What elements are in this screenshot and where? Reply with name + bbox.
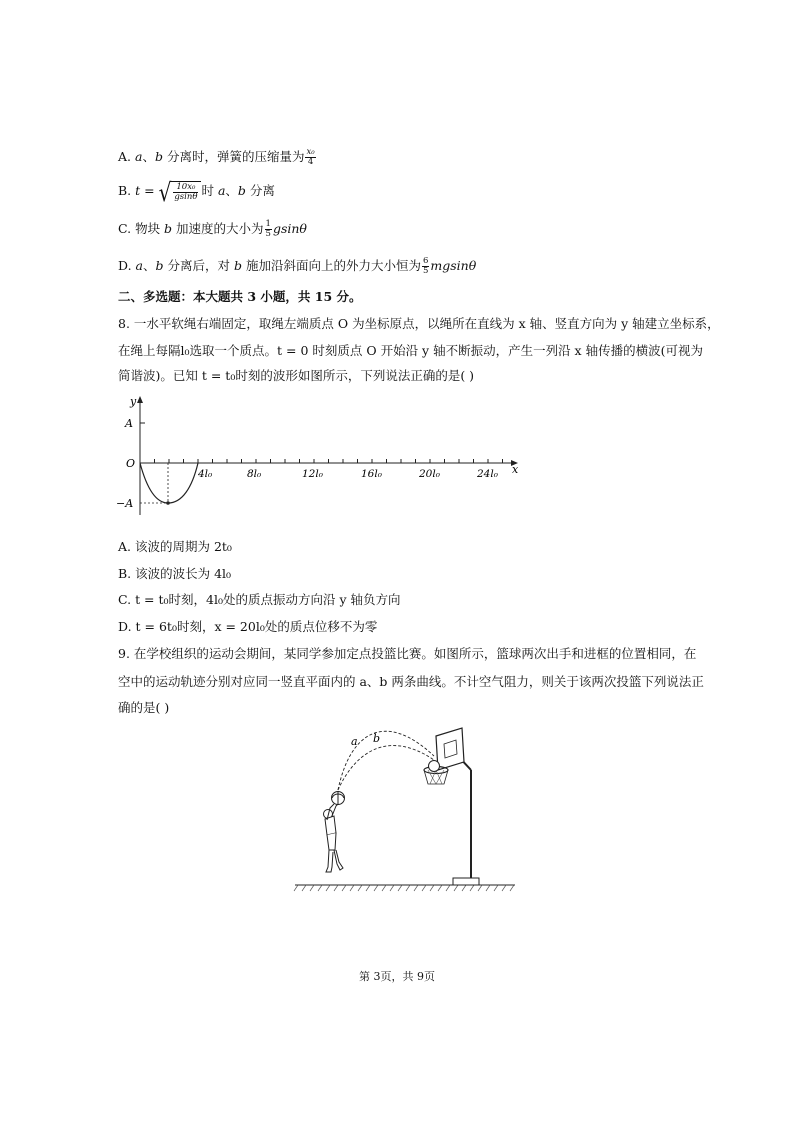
q7-option-b: B. t = √ $\frac{\text{10x₀}}{gsin\theta}$ 时 a、b 分离	[118, 176, 275, 207]
q8-option-c: C. t = t₀时刻，4l₀处的质点振动方向沿 y 轴负方向	[118, 592, 401, 607]
q9-stem-line-3: 确的是( )	[118, 700, 170, 715]
q7-option-d: D. a、b 分离后，对 b 施加沿斜面向上的外力大小恒为 $\frac{6}{5}$ mgsinθ	[118, 256, 477, 276]
sqrt-expression: √ $\frac{\text{10x₀}}{gsin\theta}$	[159, 181, 202, 202]
q8-option-a: A. 该波的周期为 2t₀	[118, 539, 232, 554]
x-axis-label: x	[512, 463, 519, 476]
tick-label-24l0: 24l₀	[477, 468, 498, 480]
q8-stem-line-1: 8. 一水平软绳右端固定，取绳左端质点 O 为坐标原点，以绳所在直线为 x 轴、竖直方向为 y 轴建立坐标系，	[118, 316, 720, 331]
q8-option-d: D. t = 6t₀时刻，x = 20l₀处的质点位移不为零	[118, 619, 378, 634]
basketball-figure	[290, 712, 520, 897]
tick-label-12l0: 12l₀	[302, 468, 323, 480]
q9-stem-line-2: 空中的运动轨迹分别对应同一竖直平面内的 a、b 两条曲线。不计空气阻力，则关于该两次投篮下列说法正	[118, 674, 704, 689]
y-axis-label: y	[130, 395, 137, 408]
section-title: 二、多选题：本大题共 3 小题，共 15 分。	[118, 289, 362, 304]
tick-label-20l0: 20l₀	[419, 468, 440, 480]
trajectory-label-b: b	[373, 732, 381, 745]
q9-stem-line-1: 9. 在学校组织的运动会期间，某同学参加定点投篮比赛。如图所示，篮球两次出手和进框的位置相同，在	[118, 646, 697, 661]
trajectory-label-a: a	[351, 735, 358, 748]
q8-stem-line-2: 在绳上每隔l₀选取一个质点。t = 0 时刻质点 O 开始沿 y 轴不断振动，产生一列沿 x 轴传播的横波(可视为	[118, 343, 703, 358]
q7-option-a: A. a、b 分离时，弹簧的压缩量为 $\frac{\text{x₀}}{4}$	[118, 147, 315, 167]
negative-amplitude-label: −A	[116, 497, 134, 510]
wave-graph	[110, 393, 530, 523]
q8-option-b: B. 该波的波长为 4l₀	[118, 566, 232, 581]
tick-label-4l0: 4l₀	[198, 468, 213, 480]
q7-option-c: C. 物块 b 加速度的大小为 $\frac{1}{5}$ gsinθ	[118, 219, 307, 239]
origin-label: O	[126, 457, 136, 470]
tick-label-16l0: 16l₀	[361, 468, 382, 480]
player-figure	[324, 792, 345, 873]
page-footer: 第 3页，共 9页	[359, 970, 435, 983]
fraction: $\frac{\text{x₀}}{4}$	[306, 147, 315, 167]
tick-label-8l0: 8l₀	[247, 468, 262, 480]
q8-stem-line-3: 简谐波)。已知 t = t₀时刻的波形如图所示，下列说法正确的是( )	[118, 368, 475, 383]
amplitude-label: A	[125, 417, 133, 430]
